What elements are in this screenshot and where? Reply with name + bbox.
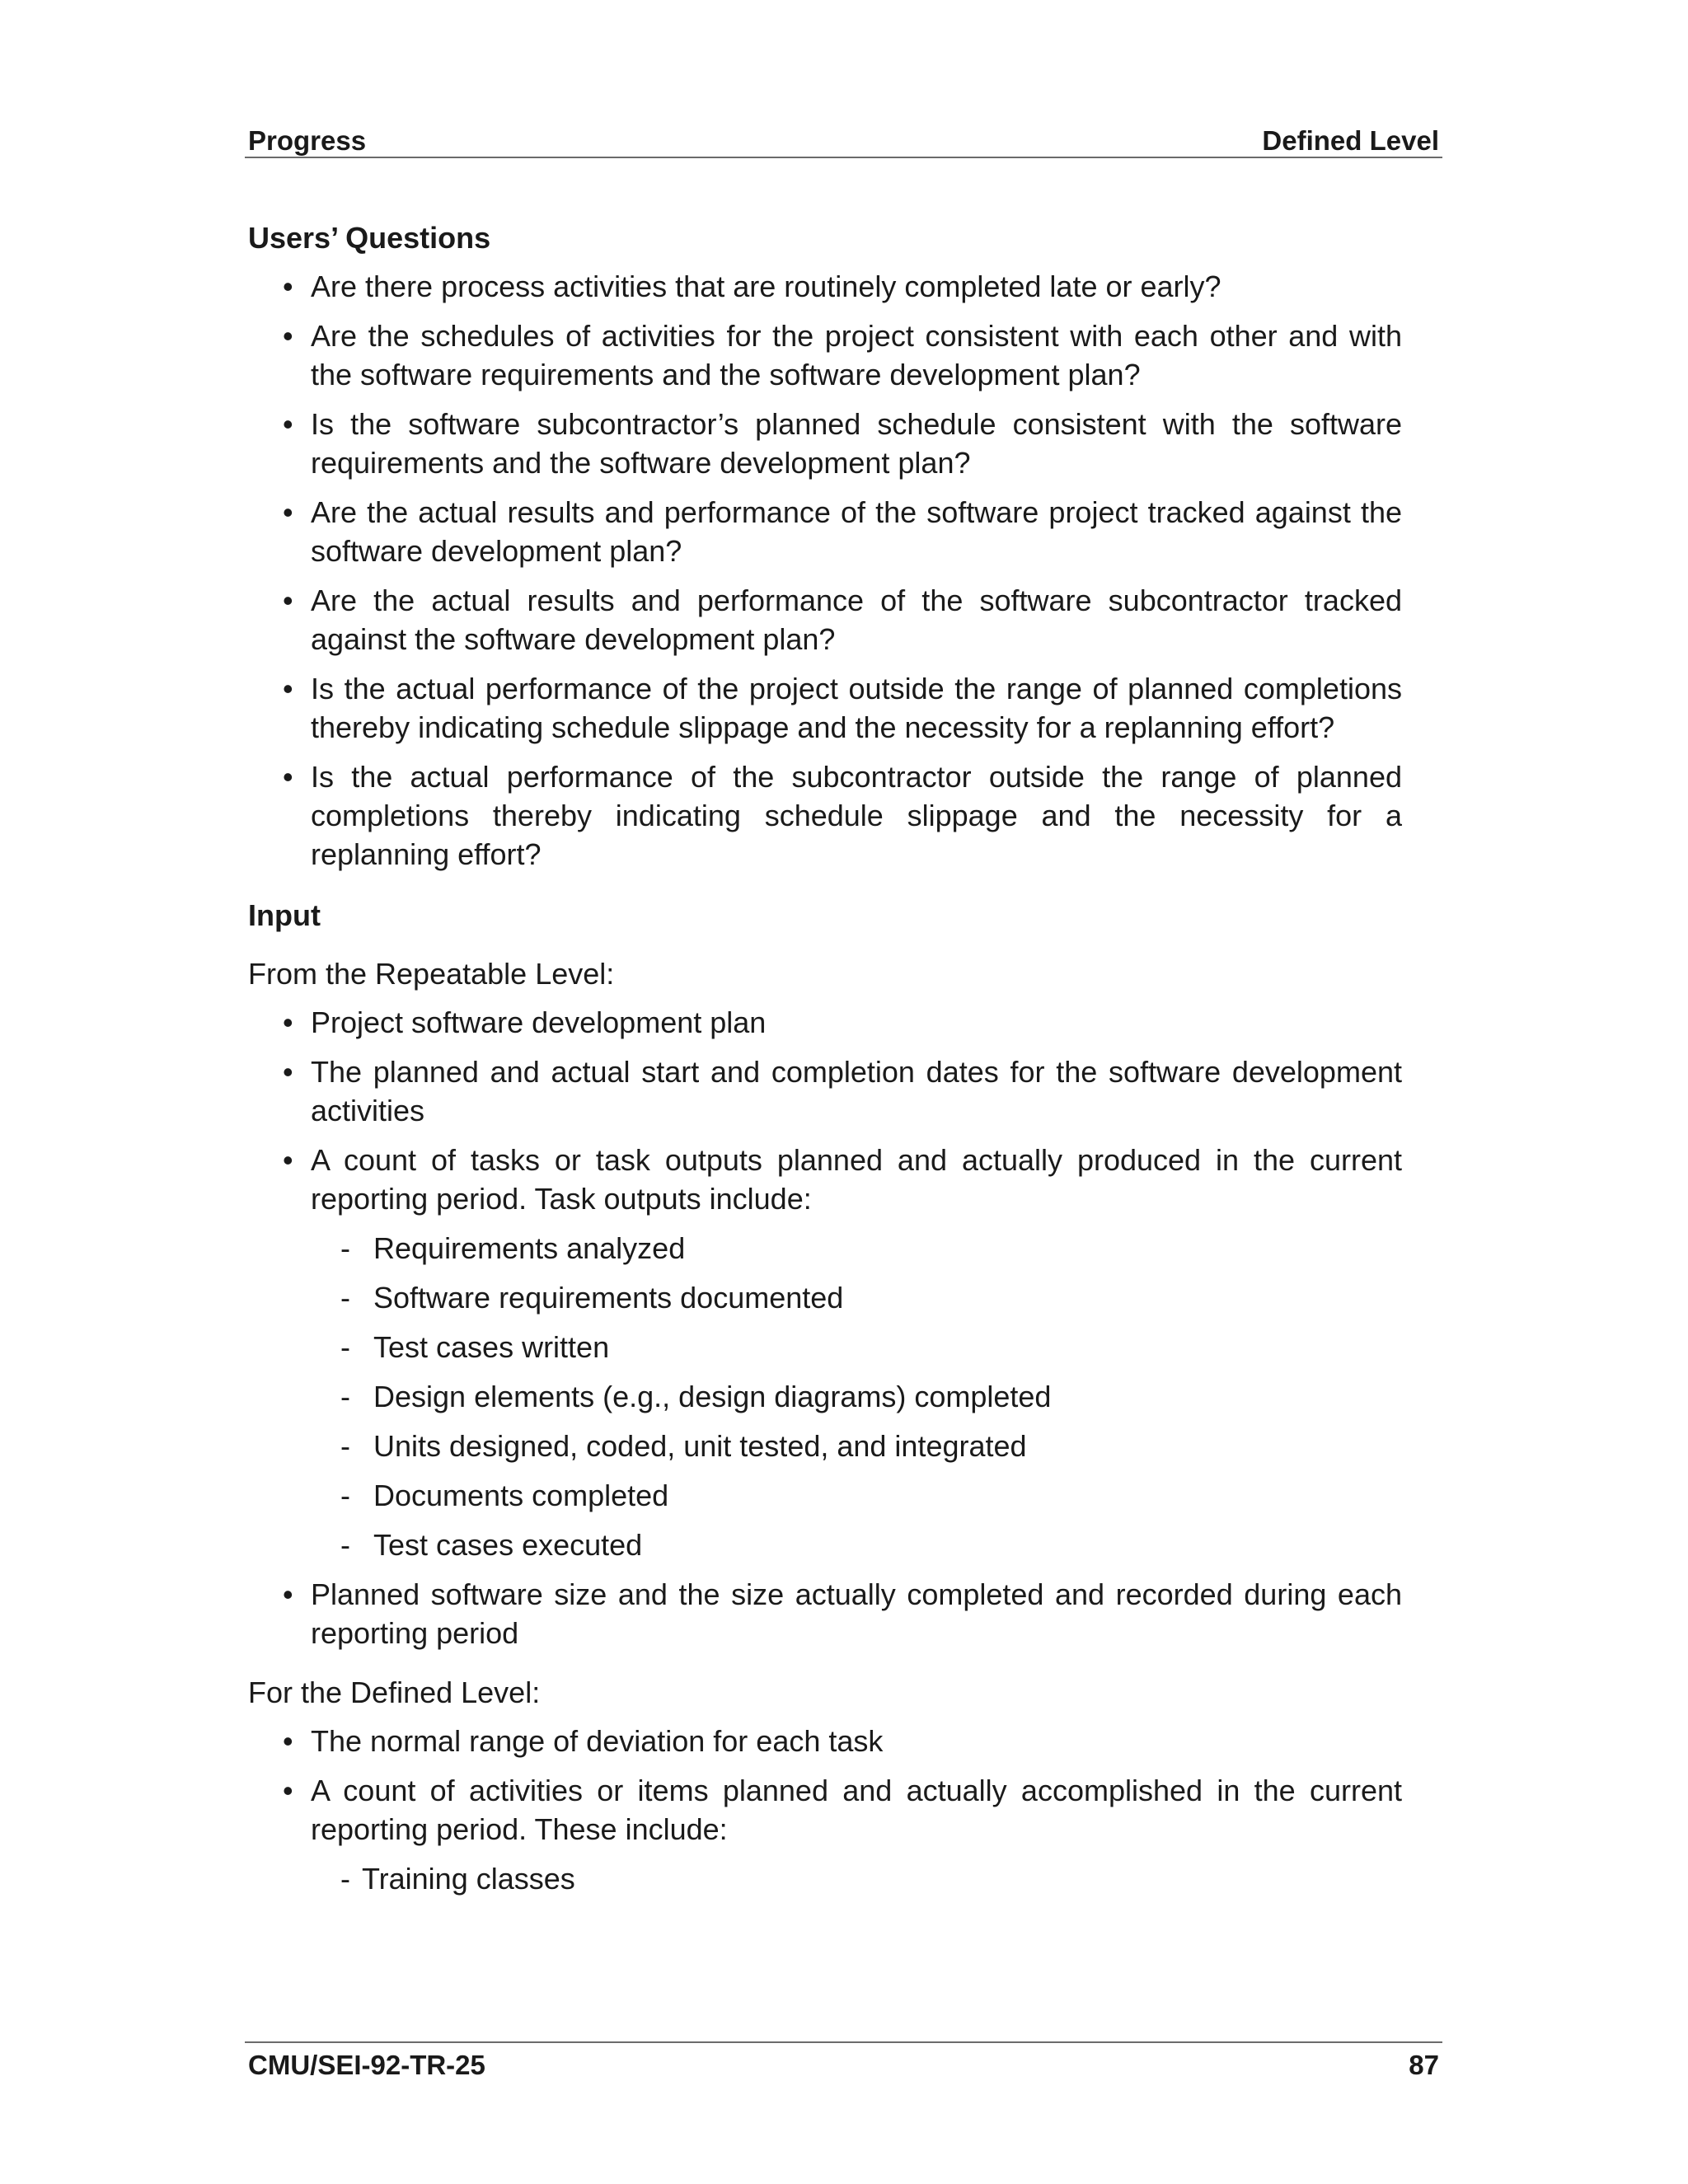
input-item-text: A count of tasks or task outputs planned and actually produced in the current reporting period. Task outputs include: <box>311 1143 1402 1216</box>
input-item <box>248 1141 1402 1564</box>
question-item: • Is the software subcontractor’s planned schedule consistent with the software requirements and the software development plan? <box>248 405 1402 482</box>
task-output-item: - Design elements (e.g., design diagrams) completed <box>311 1377 1402 1416</box>
defined-input-list <box>248 1722 1402 1898</box>
task-output-item: - Software requirements documented <box>311 1278 1402 1317</box>
question-item: • Are the actual results and performance of the software project tracked against the software development plan? <box>248 493 1402 570</box>
task-output-item: - Documents completed <box>311 1476 1402 1515</box>
report-number: CMU/SEI-92-TR-25 <box>248 2050 485 2080</box>
input-item: • Project software development plan <box>248 1003 1402 1042</box>
input-item: • Planned software size and the size actually completed and recorded during each reporting period <box>248 1575 1402 1652</box>
question-item: • Is the actual performance of the subcontractor outside the range of planned completions thereby indicating schedule slippage and the necessity for a replanning effort? <box>248 757 1402 874</box>
header-level-title: Defined Level <box>1262 125 1439 156</box>
input-item <box>248 1771 1402 1898</box>
defined-sub-item: - Training classes <box>311 1859 1402 1898</box>
question-item: • Is the actual performance of the project outside the range of planned completions thereby indicating schedule slippage and the necessity for a replanning effort? <box>248 669 1402 747</box>
page-body <box>248 218 1402 1909</box>
defined-level-intro: For the Defined Level: <box>248 1675 541 1709</box>
input-item-text: A count of activities or items planned and actually accomplished in the current reporting period. These include: <box>311 1774 1402 1846</box>
task-output-item: - Requirements analyzed <box>311 1229 1402 1268</box>
question-item: • Are there process activities that are routinely completed late or early? <box>248 267 1402 306</box>
input-item: • The planned and actual start and completion dates for the software development activities <box>248 1052 1402 1130</box>
repeatable-level-intro: From the Repeatable Level: <box>248 957 615 991</box>
header-section-title: Progress <box>248 125 367 156</box>
defined-items-list <box>311 1859 1402 1898</box>
input-heading: Input <box>248 898 321 932</box>
users-questions-list <box>248 267 1402 874</box>
running-footer <box>245 2041 1442 2084</box>
running-header <box>245 124 1442 158</box>
question-item: • Are the schedules of activities for the project consistent with each other and with the software requirements and the software development plan? <box>248 316 1402 394</box>
task-output-item: - Test cases executed <box>311 1526 1402 1564</box>
users-questions-heading: Users’ Questions <box>248 221 491 255</box>
input-item: • The normal range of deviation for each task <box>248 1722 1402 1760</box>
task-output-item: - Units designed, coded, unit tested, and integrated <box>311 1427 1402 1465</box>
question-item: • Are the actual results and performance of the software subcontractor tracked against the software development plan? <box>248 581 1402 658</box>
task-outputs-list <box>311 1229 1402 1564</box>
task-output-item: - Test cases written <box>311 1328 1402 1366</box>
page-number: 87 <box>1409 2050 1439 2080</box>
repeatable-input-list <box>248 1003 1402 1652</box>
